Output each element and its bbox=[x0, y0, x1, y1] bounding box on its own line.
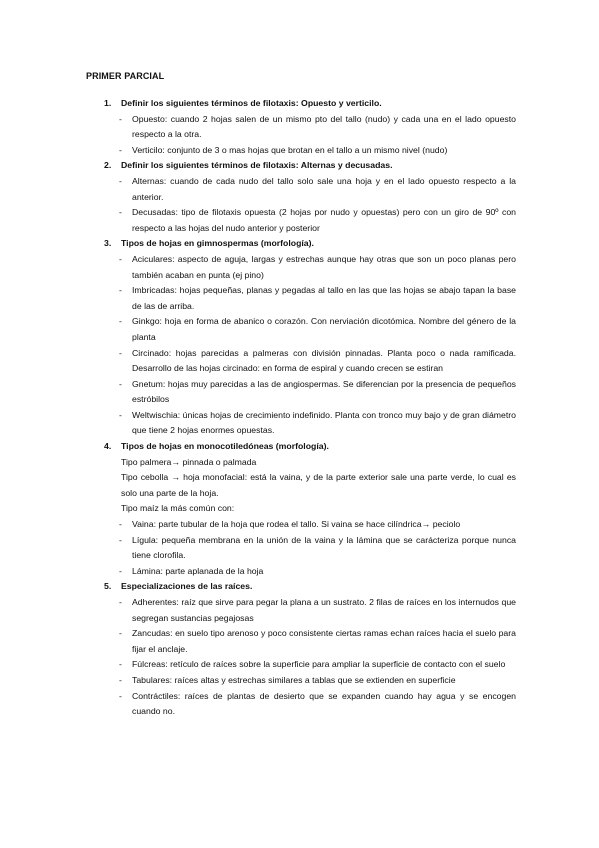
question-number: 4. bbox=[104, 441, 112, 452]
question-title: Tipos de hojas en gimnospermas (morfología). bbox=[121, 238, 314, 249]
paragraph: Tipo maíz la más común con: bbox=[121, 503, 235, 514]
question-number: 3. bbox=[104, 238, 112, 249]
list-item: - Adherentes: raíz que sirve para pegar la plana a un sustrato. 2 filas de raíces en los internudos que segregan sustancias pegajosas bbox=[119, 597, 516, 623]
list-item: - Lígula: pequeña membrana en la unión de la vaina y la lámina que se carácteriza porque nunca tiene clorofila. bbox=[119, 534, 516, 561]
list-item: - Zancudas: en suelo tipo arenoso y poco consistente ciertas ramas echan raíces hacia el suelo para fijar el anclaje. bbox=[119, 628, 516, 654]
question-2 bbox=[86, 158, 516, 174]
list-item: - Lámina: parte aplanada de la hoja bbox=[119, 565, 264, 576]
list-item: - Weltwischia: únicas hojas de crecimiento indefinido. Planta con tronco muy bajo y de gran diámetro que tiene 2 hojas enormes opuestas. bbox=[119, 409, 516, 436]
paragraph: Tipo cebolla → hoja monofacial: está la vaina, y de la parte exterior sale una parte verde, lo cual es solo una parte de la hoja. bbox=[121, 472, 516, 498]
question-number: 5. bbox=[104, 581, 112, 592]
list-item: - Tabulares: raíces altas y estrechas similares a tablas que se extienden en superficie bbox=[119, 674, 456, 685]
list-item: - Contráctiles: raíces de plantas de desierto que se expanden cuando hay agua y se encogen cuando no. bbox=[119, 690, 516, 717]
question-number: 2. bbox=[104, 160, 112, 171]
question-number: 1. bbox=[104, 98, 112, 108]
question-title: Especializaciones de las raíces. bbox=[121, 581, 253, 592]
question-5 bbox=[86, 579, 516, 595]
document-body bbox=[86, 96, 516, 720]
question-title: Tipos de hojas en monocotiledóneas (morfología). bbox=[121, 441, 329, 452]
list-item: - Circinado: hojas parecidas a palmeras con división pinnadas. Planta poco o nada ramificada. Desarrollo de las hojas circinado: en forma de espiral y cuando crecen se estiran bbox=[119, 347, 516, 374]
page-title: PRIMER PARCIAL bbox=[86, 71, 165, 81]
question-title: Definir los siguientes términos de filotaxis: Opuesto y verticilo. bbox=[121, 98, 382, 108]
list-item: - Vaina: parte tubular de la hoja que rodea el tallo. Si vaina se hace cilíndrica→ peciolo bbox=[119, 519, 461, 530]
list-item: - Imbricadas: hojas pequeñas, planas y pegadas al tallo en las que las hojas se abajo tapan la base de las de arriba. bbox=[119, 285, 516, 311]
list-item: - Alternas: cuando de cada nudo del tallo solo sale una hoja y en el lado opuesto respecto a la anterior. bbox=[119, 175, 516, 202]
list-item: - Gnetum: hojas muy parecidas a las de angiospermas. Se diferencian por la presencia de pequeños estróbilos bbox=[119, 378, 516, 405]
list-item: - Opuesto: cuando 2 hojas salen de un mismo pto del tallo (nudo) y cada una en el lado opuesto respecto a la otra. bbox=[119, 113, 516, 140]
question-title: Definir los siguientes términos de filotaxis: Alternas y decusadas. bbox=[121, 160, 393, 171]
question-1 bbox=[86, 96, 516, 112]
list-item: - Aciculares: aspecto de aguja, largas y estrechas aunque hay otras que son un poco planas pero también acaban en punta (ej pino) bbox=[119, 253, 516, 280]
question-3 bbox=[86, 236, 516, 252]
list-item: - Ginkgo: hoja en forma de abanico o corazón. Con nerviación dicotómica. Nombre del género de la planta bbox=[119, 316, 516, 342]
paragraph: Tipo palmera→ pinnada o palmada bbox=[121, 456, 257, 467]
list-item: - Fúlcreas: retículo de raíces sobre la superficie para ampliar la superficie de contacto con el suelo bbox=[119, 659, 506, 670]
list-item: - Decusadas: tipo de filotaxis opuesta (2 hojas por nudo y opuestas) pero con un giro de 90º con respecto a las hojas del nudo anterior y posterior bbox=[119, 207, 516, 233]
list-item: - Verticilo: conjunto de 3 o mas hojas que brotan en el tallo a un mismo nivel (nudo) bbox=[119, 144, 448, 155]
question-4 bbox=[86, 439, 516, 455]
